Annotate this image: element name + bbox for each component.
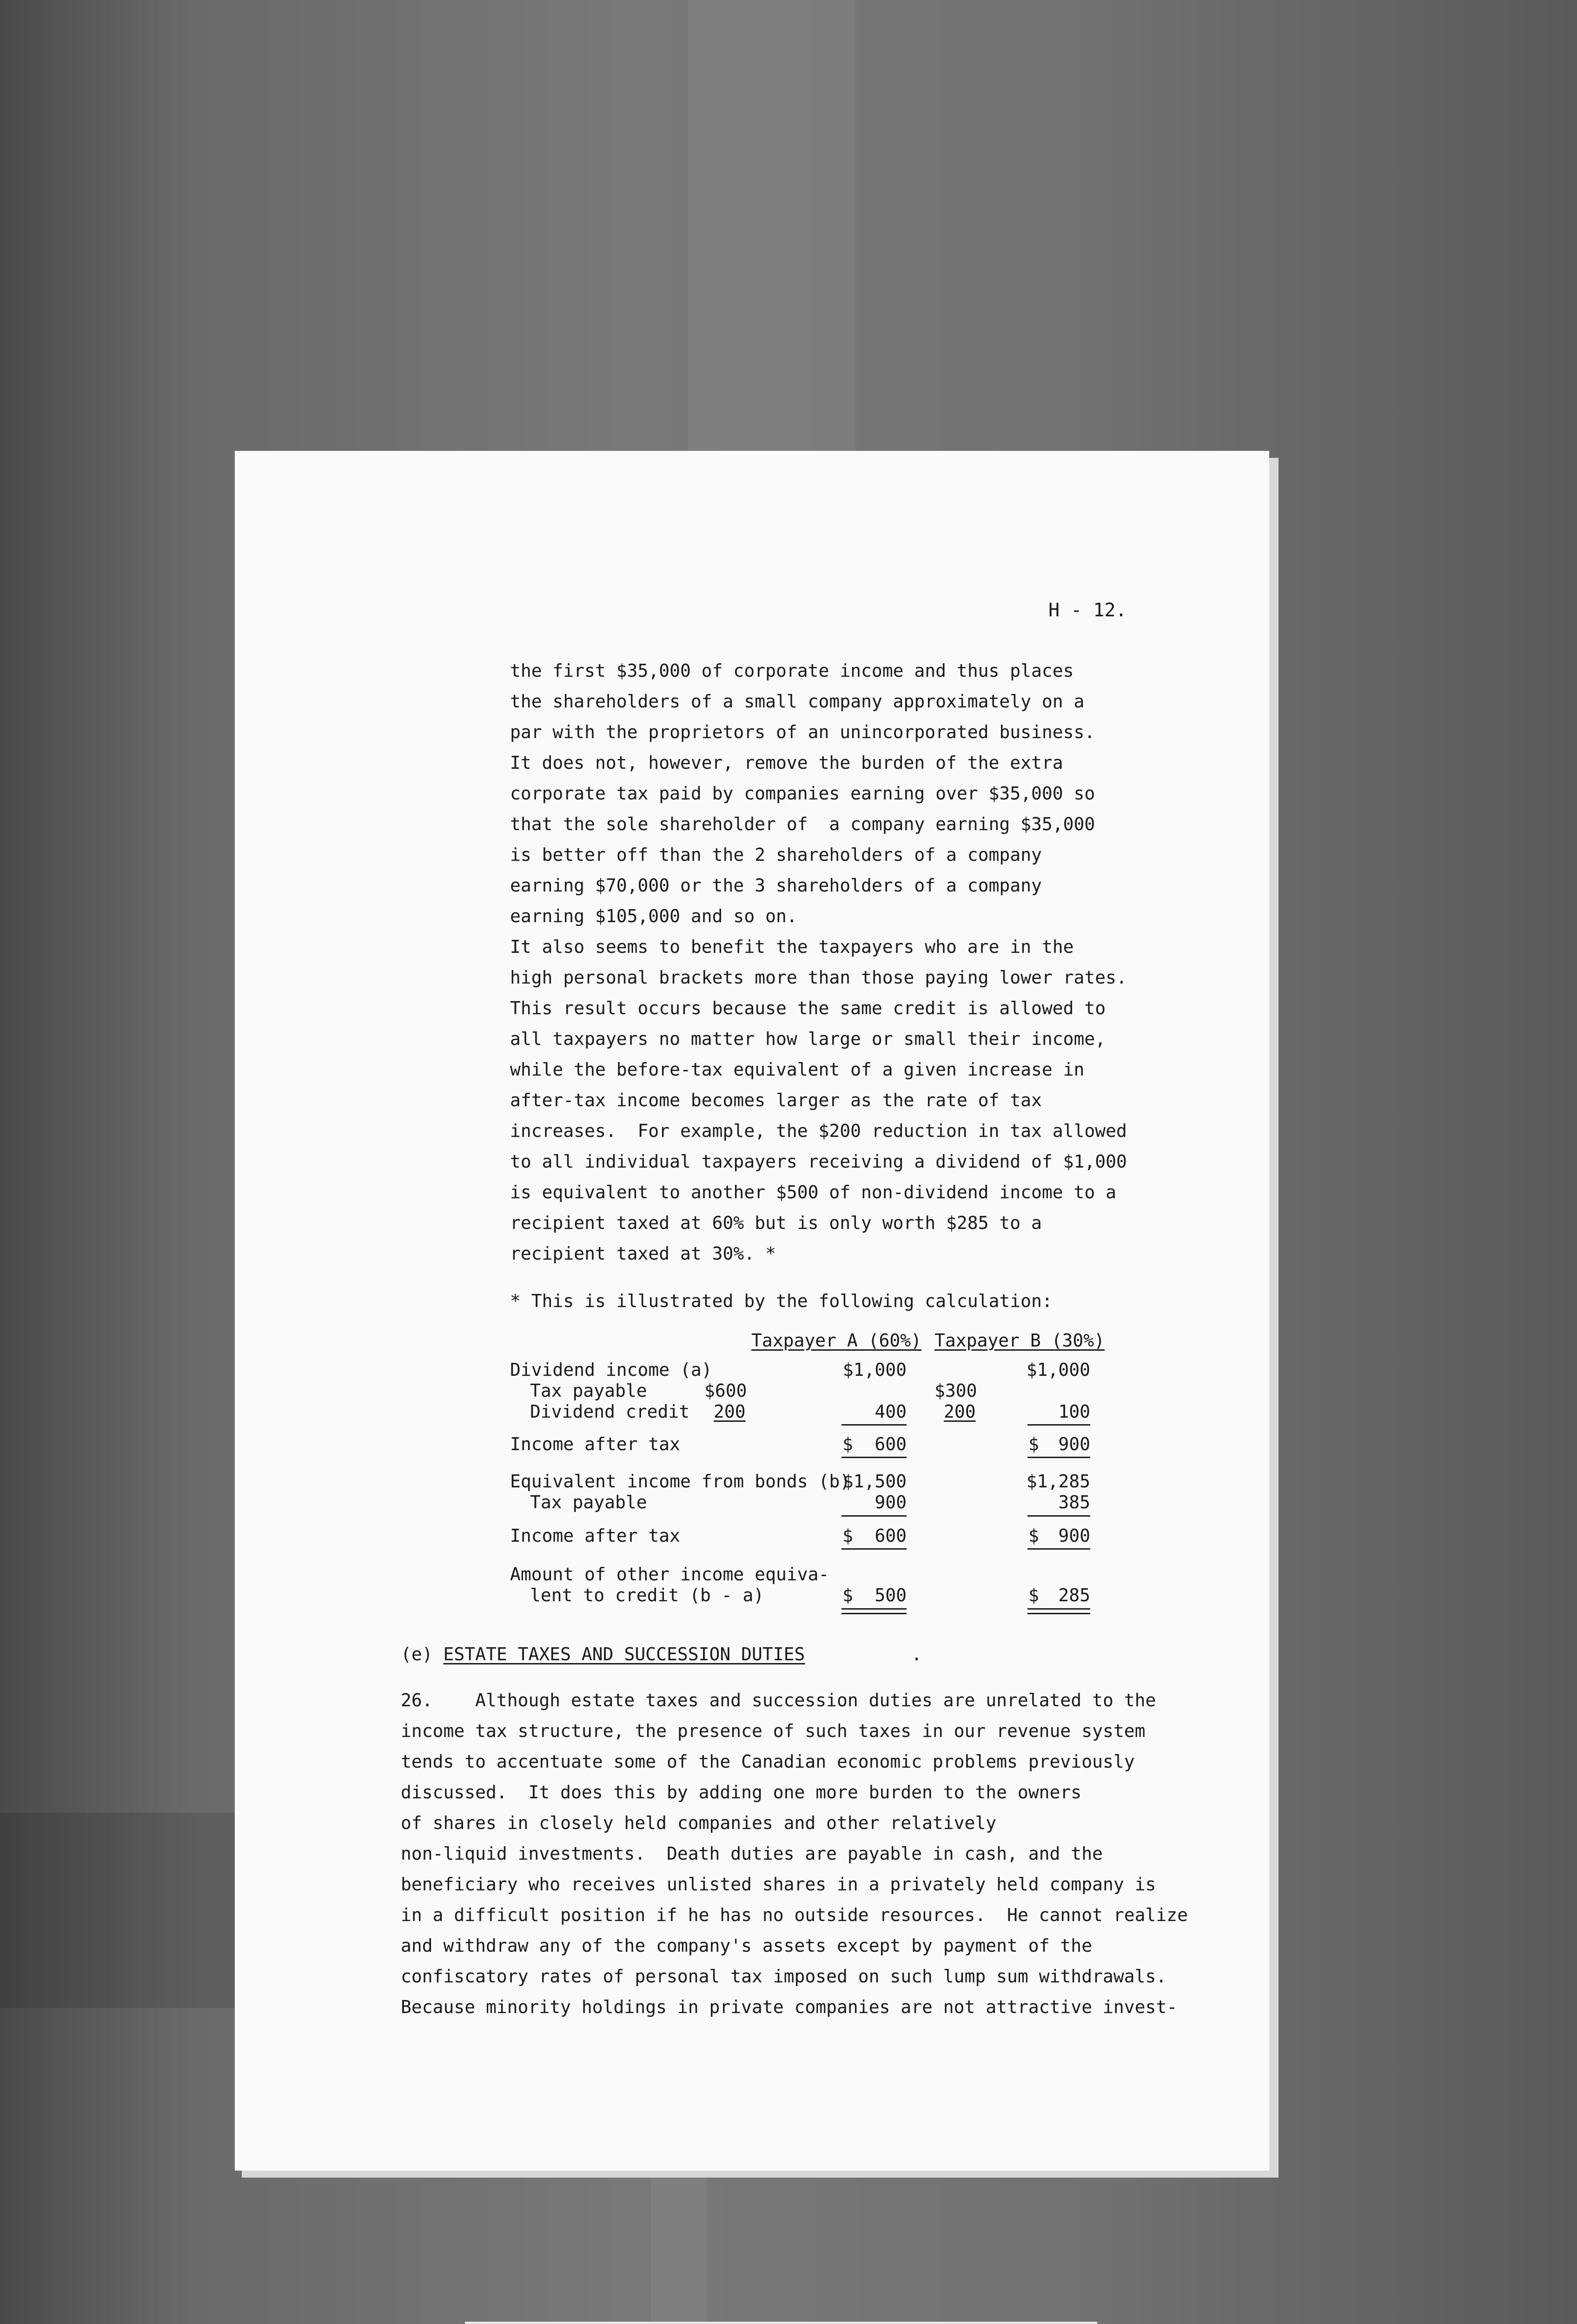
a-net-tax: 400 (875, 1401, 907, 1422)
b-subtotal-rule-2 (1027, 1515, 1090, 1517)
text-line: earning $70,000 or the 3 shareholders of a company (510, 875, 1042, 896)
b-net-tax: 100 (1058, 1401, 1090, 1422)
b-other-income: 285 (1058, 1585, 1090, 1605)
text-line: corporate tax paid by companies earning over $35,000 so (510, 783, 1095, 804)
text-line: is equivalent to another $500 of non-dividend income to a (510, 1182, 1117, 1202)
a-subtotal-rule (842, 1424, 907, 1426)
background-strip (0, 1813, 235, 2008)
a-income-after-tax-2: 600 (875, 1525, 907, 1546)
b-tax-payable-2: 385 (1058, 1492, 1090, 1512)
a-dividend-income: $1,000 (842, 1360, 907, 1380)
column-header-taxpayer-a: Taxpayer A (60%) (751, 1330, 922, 1351)
column-header-taxpayer-b: Taxpayer B (30%) (934, 1330, 1105, 1351)
text-line: discussed. It does this by adding one more burden to the owners (401, 1782, 1082, 1802)
text-line: while the before-tax equivalent of a given increase in (510, 1059, 1085, 1080)
text-line: increases. For example, the $200 reduction in tax allowed (510, 1121, 1127, 1141)
row-label-other-income: Amount of other income equiva- (510, 1564, 829, 1585)
a-currency-3: $ (842, 1585, 853, 1605)
text-line: It does not, however, remove the burden of the extra (510, 753, 1063, 773)
archive-label-backing (465, 2322, 1097, 2324)
a-equivalent-income: $1,500 (842, 1471, 907, 1492)
text-line: Because minority holdings in private companies are not attractive invest- (401, 1997, 1178, 2017)
background-strip (688, 0, 855, 465)
a-total-rule (842, 1457, 907, 1458)
footnote: * This is illustrated by the following calculation: (510, 1291, 1053, 1311)
row-label-tax-payable: Tax payable (530, 1380, 647, 1401)
b-total-rule (1027, 1457, 1090, 1458)
section-prefix: (e) (401, 1644, 444, 1664)
a-dividend-credit: 200 (714, 1401, 746, 1422)
text-line: to all individual taxpayers receiving a dividend of $1,000 (510, 1151, 1127, 1172)
text-line: all taxpayers no matter how large or small their income, (510, 1029, 1106, 1049)
text-line: beneficiary who receives unlisted shares in a privately held company is (401, 1874, 1156, 1895)
text-line: non-liquid investments. Death duties are payable in cash, and the (401, 1843, 1103, 1864)
row-label-income-after-tax-2: Income after tax (510, 1525, 681, 1546)
text-line: income tax structure, the presence of such taxes in our revenue system (401, 1721, 1146, 1741)
row-label-income-after-tax: Income after tax (510, 1434, 681, 1454)
b-currency-1: $ (1028, 1434, 1039, 1454)
row-label-dividend-income: Dividend income (a) (510, 1360, 712, 1380)
b-double-rule-top (1027, 1608, 1090, 1610)
a-currency-1: $ (842, 1434, 853, 1454)
b-dividend-income: $1,000 (1026, 1360, 1090, 1380)
text-line: that the sole shareholder of a company earning $35,000 (510, 814, 1095, 834)
text-line: is better off than the 2 shareholders of a company (510, 845, 1042, 865)
section-title: ESTATE TAXES AND SUCCESSION DUTIES (443, 1644, 805, 1664)
text-line: and withdraw any of the company's assets except by payment of the (401, 1935, 1093, 1956)
row-label-tax-payable-2: Tax payable (530, 1492, 647, 1512)
a-income-after-tax: 600 (875, 1434, 907, 1454)
body-paragraph-1 (510, 655, 1127, 1269)
b-double-rule-bottom (1027, 1613, 1090, 1614)
text-line: 26. Although estate taxes and succession duties are unrelated to the (401, 1690, 1156, 1710)
a-currency-2: $ (842, 1525, 853, 1546)
b-total-rule-2 (1027, 1548, 1090, 1550)
text-line: recipient taxed at 60% but is only worth $285 to a (510, 1213, 1042, 1233)
b-dividend-credit: 200 (944, 1401, 976, 1422)
text-line: after-tax income becomes larger as the rate of tax (510, 1090, 1042, 1110)
b-currency-3: $ (1028, 1585, 1039, 1605)
text-line: the first $35,000 of corporate income and thus places (510, 660, 1074, 681)
text-line: This result occurs because the same credit is allowed to (510, 998, 1106, 1018)
row-label-other-income-2: lent to credit (b - a) (530, 1585, 764, 1605)
page-number: H - 12. (1048, 600, 1127, 621)
text-line: confiscatory rates of personal tax imposed on such lump sum withdrawals. (401, 1966, 1167, 1987)
b-currency-2: $ (1028, 1525, 1039, 1546)
b-income-after-tax: 900 (1058, 1434, 1090, 1454)
a-other-income: 500 (875, 1585, 907, 1605)
text-line: in a difficult position if he has no outside resources. He cannot realize (401, 1905, 1188, 1925)
section-heading-estate-taxes (401, 1644, 922, 1664)
b-tax-payable: $300 (934, 1380, 977, 1401)
a-total-rule-2 (842, 1548, 907, 1550)
text-line: the shareholders of a small company approximately on a (510, 691, 1085, 712)
b-income-after-tax-2: 900 (1058, 1525, 1090, 1546)
a-subtotal-rule-2 (842, 1515, 907, 1517)
a-tax-payable: $600 (704, 1380, 747, 1401)
text-line: earning $105,000 and so on. (510, 906, 797, 926)
text-line: tends to accentuate some of the Canadian economic problems previously (401, 1751, 1135, 1772)
row-label-equivalent-income: Equivalent income from bonds (b) (510, 1471, 851, 1492)
text-line: par with the proprietors of an unincorporated business. (510, 722, 1095, 742)
a-tax-payable-2: 900 (875, 1492, 907, 1512)
section-suffix: . (805, 1644, 922, 1664)
a-double-rule-bottom (842, 1613, 907, 1614)
body-paragraph-2 (401, 1685, 1188, 2022)
a-double-rule-top (842, 1608, 907, 1610)
text-line: of shares in closely held companies and other relatively (401, 1813, 997, 1833)
text-line: recipient taxed at 30%. * (510, 1243, 776, 1264)
text-line: high personal brackets more than those paying lower rates. (510, 967, 1127, 988)
b-equivalent-income: $1,285 (1026, 1471, 1090, 1492)
b-subtotal-rule (1027, 1424, 1090, 1426)
row-label-dividend-credit: Dividend credit (530, 1401, 690, 1422)
text-line: It also seems to benefit the taxpayers who are in the (510, 937, 1074, 957)
